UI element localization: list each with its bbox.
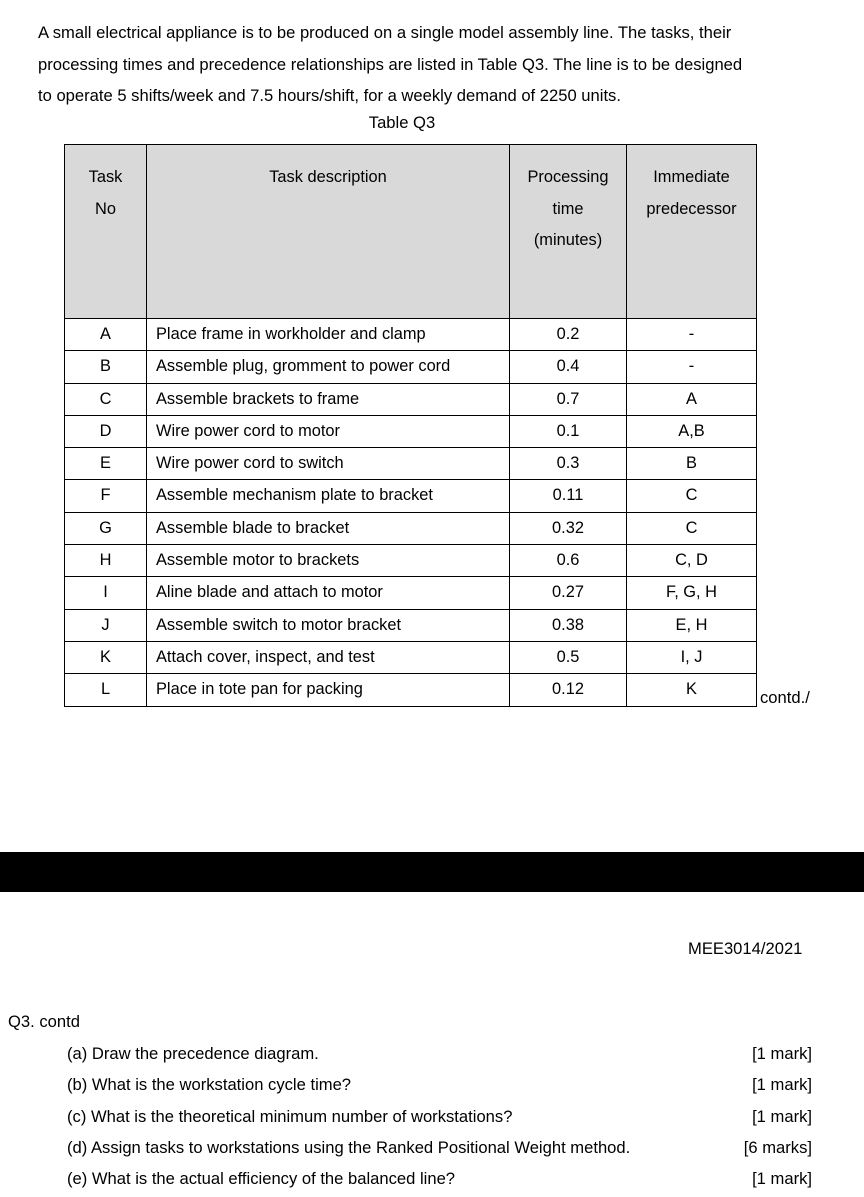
table-body [65, 319, 757, 707]
question-marks: [1 mark] [752, 1044, 812, 1063]
cell-description: Place frame in workholder and clamp [147, 319, 510, 351]
cell-predecessor: C, D [627, 545, 757, 577]
cell-time: 0.38 [510, 609, 627, 641]
cell-time: 0.1 [510, 415, 627, 447]
header-description: Task description [147, 145, 510, 319]
question-parts [67, 1038, 812, 1194]
cell-time: 0.32 [510, 512, 627, 544]
cell-description: Wire power cord to motor [147, 415, 510, 447]
cell-description: Assemble blade to bracket [147, 512, 510, 544]
cell-task: G [65, 512, 147, 544]
cell-description: Assemble switch to motor bracket [147, 609, 510, 641]
cell-description: Assemble brackets to frame [147, 383, 510, 415]
question-marks: [1 mark] [752, 1106, 812, 1126]
question-part [67, 1101, 812, 1132]
cell-predecessor: A [627, 383, 757, 415]
cell-predecessor: - [627, 351, 757, 383]
question-text: (a) Draw the precedence diagram. [67, 1044, 319, 1063]
question-part [67, 1163, 812, 1194]
cell-task: K [65, 641, 147, 673]
cell-predecessor: E, H [627, 609, 757, 641]
contd-label: contd./ [760, 688, 810, 707]
page-separator-bar [0, 852, 864, 892]
cell-time: 0.11 [510, 480, 627, 512]
question-marks: [1 mark] [752, 1075, 812, 1095]
cell-time: 0.5 [510, 641, 627, 673]
cell-task: E [65, 448, 147, 480]
table-row [65, 415, 757, 447]
question-part [67, 1132, 812, 1163]
question-part [67, 1069, 812, 1100]
question-part [67, 1038, 812, 1069]
cell-predecessor: - [627, 319, 757, 351]
cell-task: A [65, 319, 147, 351]
cell-predecessor: I, J [627, 641, 757, 673]
question-text: (b) What is the workstation cycle time? [67, 1075, 352, 1095]
intro-line: A small electrical appliance is to be produced on a single model assembly line. The tasks, their [38, 23, 732, 42]
table-row [65, 674, 757, 706]
task-table [64, 144, 757, 707]
cell-task: F [65, 480, 147, 512]
cell-time: 0.12 [510, 674, 627, 706]
cell-time: 0.4 [510, 351, 627, 383]
question-text: (c) What is the theoretical minimum number of workstations? [67, 1106, 513, 1126]
cell-task: I [65, 577, 147, 609]
table-row [65, 319, 757, 351]
cell-task: D [65, 415, 147, 447]
table-row [65, 545, 757, 577]
cell-time: 0.6 [510, 545, 627, 577]
cell-task: H [65, 545, 147, 577]
question-text: (d) Assign tasks to workstations using the Ranked Positional Weight method. [67, 1137, 631, 1157]
cell-description: Wire power cord to switch [147, 448, 510, 480]
table-row [65, 448, 757, 480]
cell-description: Aline blade and attach to motor [147, 577, 510, 609]
cell-predecessor: C [627, 512, 757, 544]
header-processing-time: Processing time (minutes) [510, 145, 627, 319]
question-heading: Q3. contd [8, 1012, 80, 1031]
cell-predecessor: B [627, 448, 757, 480]
intro-paragraph [38, 17, 818, 112]
cell-predecessor: C [627, 480, 757, 512]
cell-predecessor: A,B [627, 415, 757, 447]
table-row [65, 641, 757, 673]
table-header-row [65, 145, 757, 319]
table-caption: Table Q3 [368, 113, 436, 132]
cell-description: Place in tote pan for packing [147, 674, 510, 706]
header-task-no: Task No [65, 145, 147, 319]
table-row [65, 383, 757, 415]
page-code: MEE3014/2021 [688, 939, 803, 958]
question-marks: [1 mark] [752, 1169, 812, 1189]
cell-task: B [65, 351, 147, 383]
cell-description: Attach cover, inspect, and test [147, 641, 510, 673]
table-row [65, 609, 757, 641]
question-marks: [6 marks] [743, 1137, 812, 1157]
question-text: (e) What is the actual efficiency of the balanced line? [67, 1169, 456, 1189]
cell-time: 0.2 [510, 319, 627, 351]
cell-description: Assemble mechanism plate to bracket [147, 480, 510, 512]
table-row [65, 512, 757, 544]
cell-task: J [65, 609, 147, 641]
cell-time: 0.27 [510, 577, 627, 609]
intro-line: to operate 5 shifts/week and 7.5 hours/shift, for a weekly demand of 2250 units. [38, 86, 621, 105]
table-row [65, 351, 757, 383]
intro-line: processing times and precedence relationships are listed in Table Q3. The line is to be designed [38, 54, 743, 74]
cell-time: 0.7 [510, 383, 627, 415]
cell-predecessor: F, G, H [627, 577, 757, 609]
cell-time: 0.3 [510, 448, 627, 480]
table-row [65, 480, 757, 512]
header-predecessor: Immediate predecessor [627, 145, 757, 319]
cell-description: Assemble motor to brackets [147, 545, 510, 577]
cell-task: L [65, 674, 147, 706]
cell-description: Assemble plug, gromment to power cord [147, 351, 510, 383]
cell-predecessor: K [627, 674, 757, 706]
table-row [65, 577, 757, 609]
cell-task: C [65, 383, 147, 415]
